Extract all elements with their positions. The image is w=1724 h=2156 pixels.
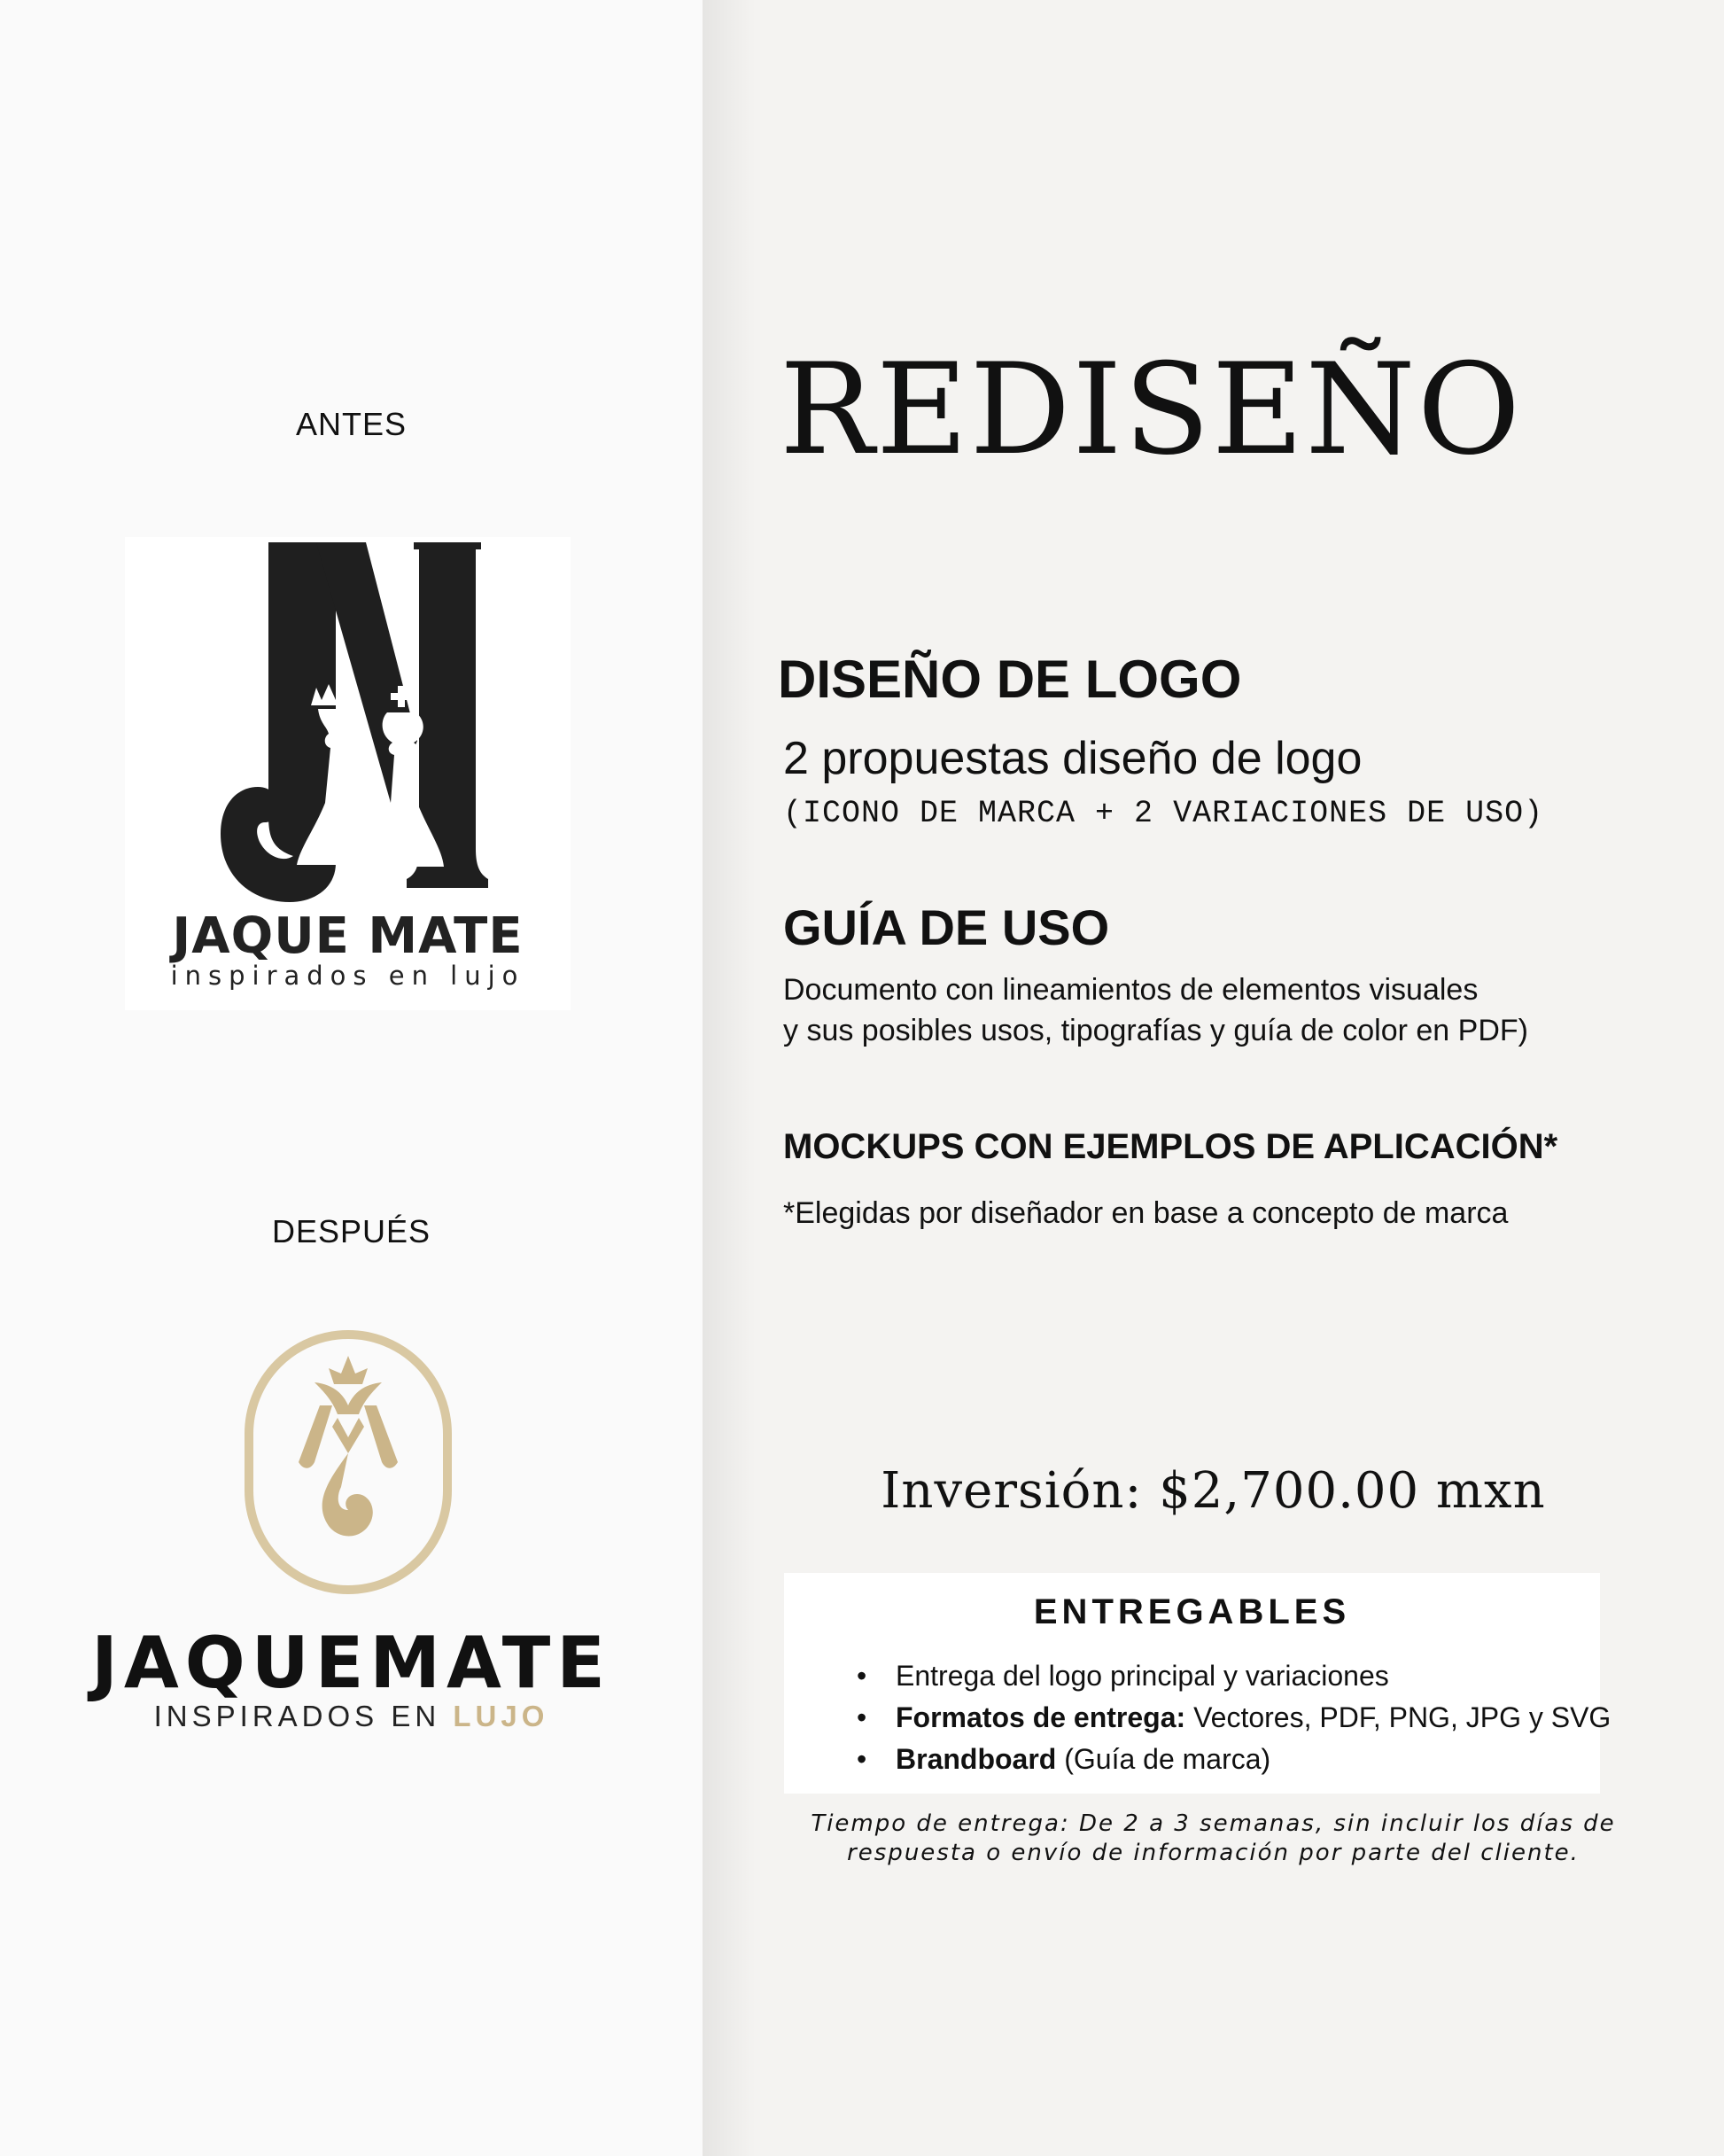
new-logo-tagline-accent: LUJO — [453, 1700, 549, 1732]
delivery-time-note — [703, 1810, 1724, 1868]
before-label: ANTES — [295, 406, 408, 442]
usage-guide-heading: GUÍA DE USO — [783, 899, 1110, 955]
deliverables-title: ENTREGABLES — [1033, 1592, 1351, 1631]
old-logo-name: JAQUE MATE — [172, 907, 524, 965]
bullet-icon: • — [857, 1660, 867, 1692]
delivery-time-line-1: Tiempo de entrega: De 2 a 3 semanas, sin incluir los días de — [811, 1810, 1616, 1837]
deliverables-list — [857, 1655, 1611, 1780]
usage-guide-line-1: Documento con lineamientos de elementos visuales — [783, 973, 1479, 1007]
page-title: REDISEÑO — [780, 337, 1523, 483]
new-logo-tagline-main: INSPIRADOS EN — [153, 1700, 454, 1732]
list-item-text: (Guía de marca) — [1056, 1743, 1271, 1775]
list-item — [857, 1739, 1611, 1780]
delivery-time-line-2: respuesta o envío de información por parte del cliente. — [847, 1840, 1580, 1866]
mockups-note: *Elegidas por diseñador en base a concepto de marca — [783, 1196, 1509, 1230]
old-logo-tagline: inspirados en lujo — [170, 961, 525, 991]
left-panel — [0, 0, 703, 2156]
new-logo-tagline — [0, 1700, 703, 1733]
list-item-text: Vectores, PDF, PNG, JPG y SVG — [1185, 1701, 1611, 1733]
mockups-heading: MOCKUPS CON EJEMPLOS DE APLICACIÓN* — [783, 1127, 1558, 1166]
new-logo-name: JAQUEMATE — [91, 1622, 611, 1704]
logo-design-heading: DISEÑO DE LOGO — [778, 650, 1242, 709]
bullet-icon: • — [857, 1743, 867, 1775]
usage-guide-line-2: y sus posibles usos, tipografías y guía de color en PDF) — [783, 1014, 1528, 1047]
deliverables-box — [784, 1573, 1611, 1794]
list-item-bold: Brandboard — [896, 1743, 1057, 1775]
bullet-icon: • — [857, 1701, 867, 1733]
logo-design-detail: (ICONO DE MARCA + 2 VARIACIONES DE USO) — [783, 796, 1544, 831]
list-item — [857, 1697, 1611, 1739]
new-logo-emblem-icon — [244, 1329, 453, 1599]
price: Inversión: $2,700.00 mxn — [881, 1462, 1546, 1520]
old-logo — [125, 537, 571, 1010]
list-item-bold: Formatos de entrega: — [896, 1701, 1186, 1733]
after-label: DESPUÉS — [271, 1213, 431, 1249]
list-item — [857, 1655, 1611, 1697]
list-item-text: Entrega del logo principal y variaciones — [896, 1660, 1389, 1692]
logo-design-subtitle: 2 propuestas diseño de logo — [783, 733, 1363, 784]
